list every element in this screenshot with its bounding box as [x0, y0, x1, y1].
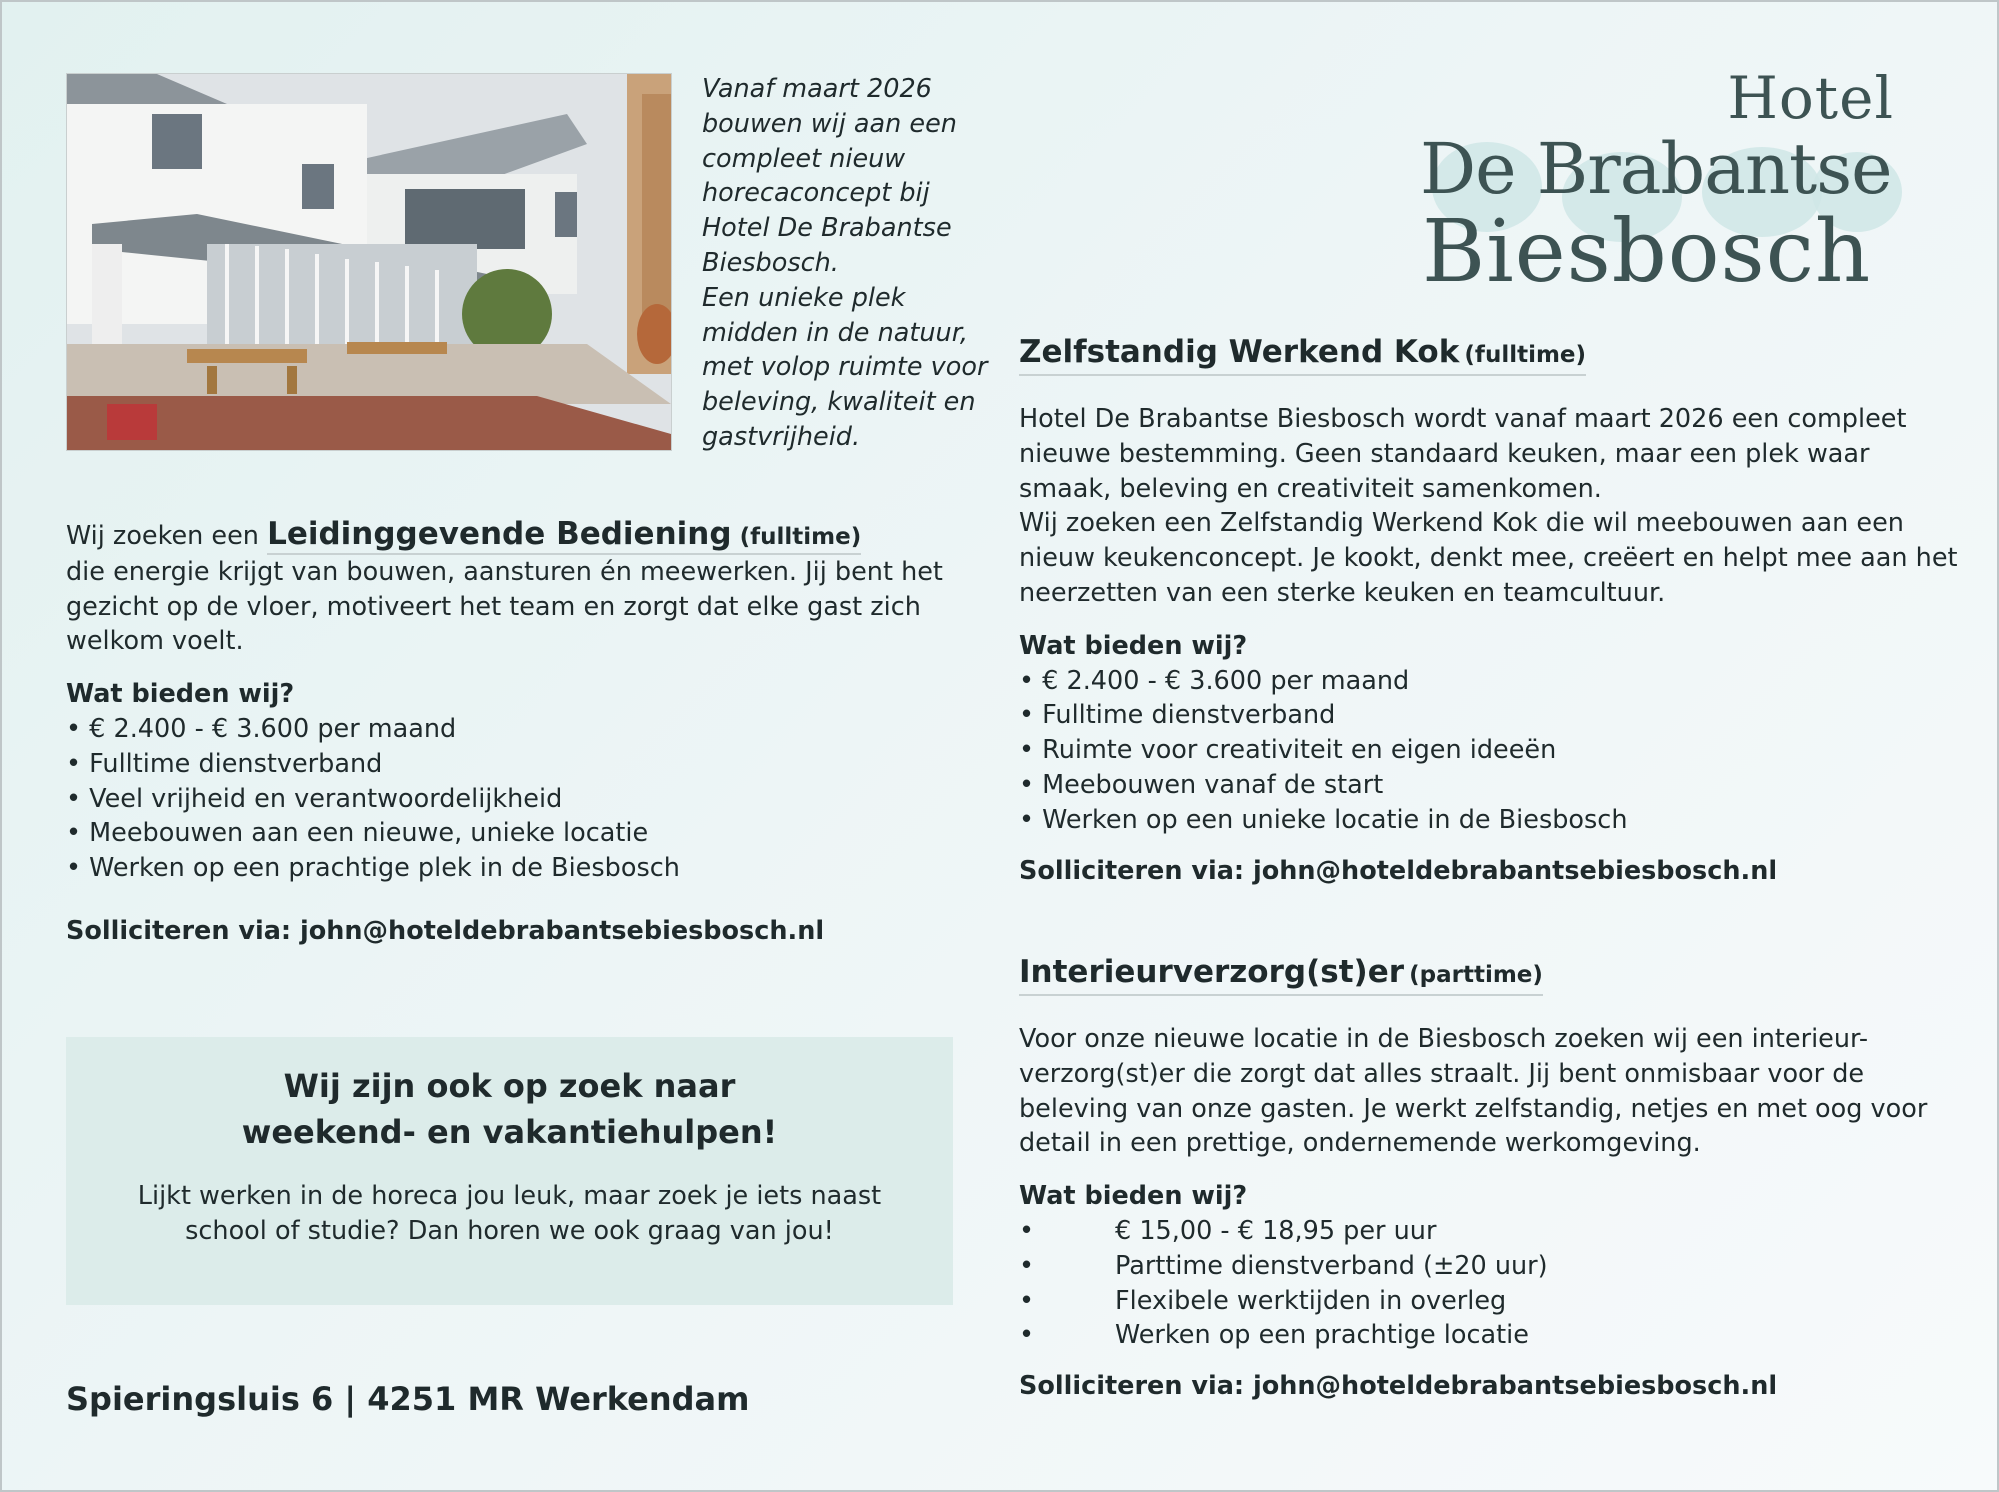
list-item — [1019, 1318, 1959, 1353]
bullet: • — [1019, 1215, 1035, 1246]
weekend-text: Lijkt werken in de horeca jou leuk, maar zoek je iets naast school of studie? Dan horen we ook graag van jou! — [137, 1181, 882, 1246]
job2-apply-link[interactable]: Solliciteren via: john@hoteldebrabantsebiesbosch.nl — [1019, 855, 1778, 886]
list-item: • Veel vrijheid en verantwoordelijkheid — [66, 783, 563, 814]
intro-line: gastvrijheid. — [702, 421, 861, 452]
intro-line: Biesbosch. — [702, 247, 839, 278]
list-item-text: Parttime dienstverband (±20 uur) — [1115, 1250, 1548, 1281]
job1-description: die energie krijgt van bouwen, aansturen én meewerken. Jij bent het gezicht op de vloer, motiveert het team en zorgt dat elke gast zich welkom voelt. — [66, 556, 943, 657]
job1-prefix: Wij zoeken een — [66, 521, 268, 551]
weekend-title-line2: weekend- en vakantiehulpen! — [241, 1113, 778, 1151]
intro-line: midden in de natuur, — [702, 317, 968, 348]
job1-apply-link[interactable]: Solliciteren via: john@hoteldebrabantsebiesbosch.nl — [66, 915, 825, 946]
list-item: • Werken op een prachtige plek in de Biesbosch — [66, 853, 680, 884]
bullet: • — [1019, 1285, 1035, 1316]
list-item-text: € 15,00 - € 18,95 per uur — [1115, 1215, 1437, 1246]
job2-offer-list — [1019, 664, 1959, 838]
job3-title: Interieurverzorg(st)er — [1019, 954, 1405, 990]
job-kok — [1019, 334, 1959, 886]
intro-line: horecaconcept bij — [702, 178, 930, 209]
address: Spieringsluis 6 | 4251 MR Werkendam — [66, 1380, 750, 1418]
job3-type: (parttime) — [1409, 962, 1543, 988]
list-item: • Meebouwen vanaf de start — [1019, 769, 1384, 800]
bullet: • — [1019, 1250, 1035, 1281]
job1-offer-list — [66, 712, 966, 886]
intro-line: compleet nieuw — [702, 143, 906, 174]
job1-offer-heading: Wat bieden wij? — [66, 679, 295, 710]
weekend-help-box — [66, 1037, 953, 1305]
logo-brabantse-text: De Brabantse — [1420, 128, 1892, 210]
logo-hotel-text: Hotel — [1727, 64, 1894, 132]
intro-line: met volop ruimte voor — [702, 352, 988, 383]
list-item: • € 2.400 - € 3.600 per maand — [66, 713, 457, 744]
intro-line: beleving, kwaliteit en — [702, 387, 976, 418]
job2-title: Zelfstandig Werkend Kok — [1019, 334, 1460, 370]
job3-description: Voor onze nieuwe locatie in de Biesbosch zoeken wij een interieur-verzorg(st)er die zorgt dat alles straalt. Jij bent onmisbaar voor de beleving van onze gasten. Je werkt zelfstandig, netjes en met oog voor detail in een prettige, ondernemende werkomgeving. — [1019, 1024, 1928, 1159]
job3-offer-list — [1019, 1214, 1959, 1353]
job2-type: (fulltime) — [1464, 342, 1587, 368]
list-item: • Werken op een unieke locatie in de Biesbosch — [1019, 804, 1628, 835]
job2-description-1: Hotel De Brabantse Biesbosch wordt vanaf maart 2026 een compleet nieuwe bestemming. Geen standaard keuken, maar een plek waar smaak, beleving en creativiteit samenkomen. — [1019, 404, 1907, 504]
list-item: • Fulltime dienstverband — [66, 748, 383, 779]
job1-type: (fulltime) — [739, 524, 862, 550]
intro-line: Vanaf maart 2026 — [702, 74, 932, 104]
list-item — [1019, 1214, 1959, 1249]
job3-title-wrap — [1019, 954, 1543, 996]
job-leidinggevende — [66, 517, 966, 946]
list-item — [1019, 1284, 1959, 1319]
weekend-title-line1: Wij zijn ook op zoek naar — [283, 1067, 736, 1105]
logo-biesbosch-text: Biesbosch — [1422, 202, 1872, 302]
job2-description-2: Wij zoeken een Zelfstandig Werkend Kok die wil meebouwen aan een nieuw keukenconcept. Je kookt, denkt mee, creëert en helpt mee aan het neerzetten van een sterke keuken en teamcultuur. — [1019, 508, 1958, 608]
bullet: • — [1019, 1320, 1035, 1351]
job1-title: Leidinggevende Bediening — [267, 516, 732, 552]
hotel-photo — [66, 73, 672, 451]
list-item: • Fulltime dienstverband — [1019, 700, 1336, 731]
list-item — [1019, 1249, 1959, 1284]
list-item: • Meebouwen aan een nieuwe, unieke locatie — [66, 818, 649, 849]
job3-offer-heading: Wat bieden wij? — [1019, 1181, 1248, 1212]
job3-apply-link[interactable]: Solliciteren via: john@hoteldebrabantsebiesbosch.nl — [1019, 1371, 1778, 1402]
list-item-text: Werken op een prachtige locatie — [1115, 1320, 1529, 1351]
job2-title-wrap — [1019, 334, 1586, 376]
job-interieurverzorger — [1019, 954, 1959, 1401]
hotel-logo — [1402, 62, 1922, 312]
intro-line: Hotel De Brabantse — [702, 213, 952, 244]
intro-text — [702, 72, 1002, 455]
list-item: • Ruimte voor creativiteit en eigen ideeën — [1019, 735, 1557, 766]
intro-line: Een unieke plek — [702, 282, 906, 313]
intro-line: bouwen wij aan een — [702, 108, 957, 139]
list-item: • € 2.400 - € 3.600 per maand — [1019, 665, 1410, 696]
job2-offer-heading: Wat bieden wij? — [1019, 630, 1248, 661]
list-item-text: Flexibele werktijden in overleg — [1115, 1285, 1507, 1316]
